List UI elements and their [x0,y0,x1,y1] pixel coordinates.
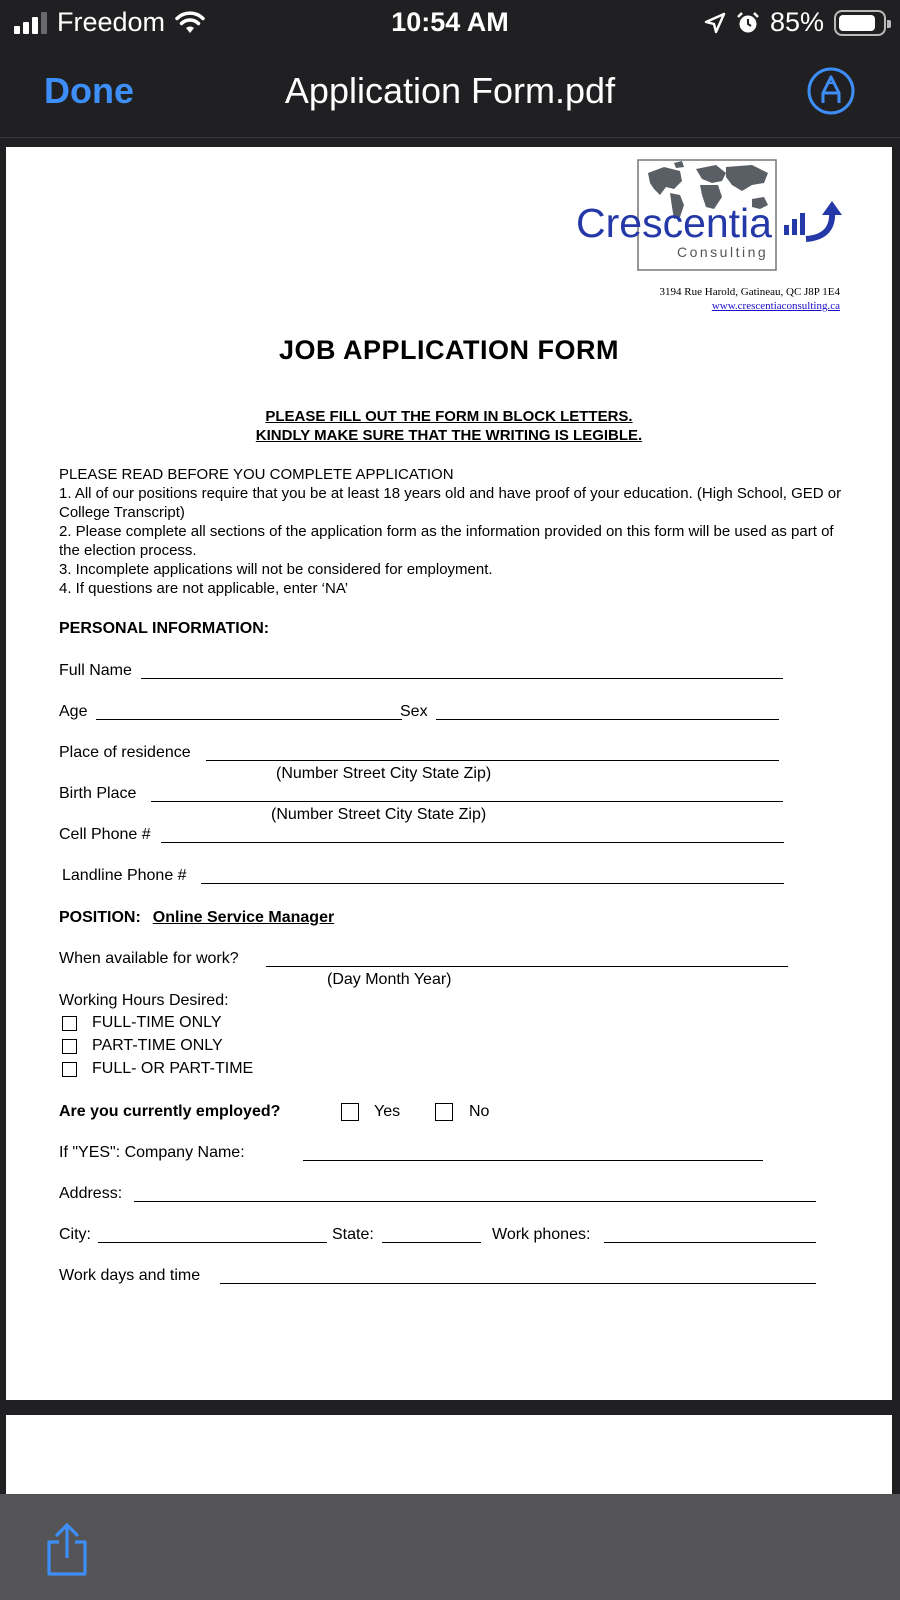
state-field[interactable] [382,1242,481,1243]
employed-yes-checkbox[interactable] [341,1103,359,1121]
availability-label: When available for work? [59,950,239,967]
share-icon[interactable] [44,1522,90,1578]
work-address-field[interactable] [134,1201,816,1202]
subtitle-line-1: PLEASE FILL OUT THE FORM IN BLOCK LETTERS. [265,408,633,425]
markup-pen-icon[interactable] [806,66,856,116]
employment-question: Are you currently employed? [59,1103,281,1120]
status-right [704,7,886,38]
residence-field[interactable] [206,760,779,761]
instruction-item: 2. Please complete all sections of the application form as the information provided on this form will be used as part of the election process. [59,523,834,559]
bottom-toolbar [0,1494,900,1600]
crescentia-logo [576,159,856,277]
cell-phone-label: Cell Phone # [59,826,151,843]
form-title: JOB APPLICATION FORM [279,335,619,365]
carrier-name: Freedom [57,7,166,37]
personal-info-heading: PERSONAL INFORMATION: [59,620,270,637]
document-title: Application Form.pdf [284,70,616,111]
navigation-bar [0,46,900,138]
instructions [59,465,849,598]
full-time-label: FULL-TIME ONLY [92,1014,222,1031]
part-time-checkbox[interactable] [62,1039,77,1054]
address-line: 3194 Rue Harold, Gatineau, QC J8P 1E4 [659,286,840,298]
sex-field[interactable] [436,719,779,720]
full-or-part-time-checkbox[interactable] [62,1062,77,1077]
employed-no-checkbox[interactable] [435,1103,453,1121]
position-label: POSITION: [59,909,141,926]
work-phones-field[interactable] [604,1242,816,1243]
working-hours-label: Working Hours Desired: [59,992,229,1009]
alarm-clock-icon [736,11,760,35]
position-value: Online Service Manager [152,909,335,926]
battery-icon [834,10,886,36]
full-time-checkbox[interactable] [62,1016,77,1031]
work-address-label: Address: [59,1185,123,1202]
pdf-page-2[interactable] [6,1415,892,1495]
pdf-page-1[interactable] [6,147,892,1400]
done-button[interactable]: Done [44,70,134,111]
logo-subtitle: Consulting [677,244,769,260]
birth-place-hint: (Number Street City State Zip) [271,806,487,823]
instruction-item: 1. All of our positions require that you be at least 18 years old and have proof of your education. (High School, GED or College Transcript) [59,485,842,521]
residence-label: Place of residence [59,744,191,761]
location-arrow-icon [704,12,726,34]
battery-fill [839,15,875,31]
work-phones-label: Work phones: [492,1226,591,1243]
full-name-field[interactable] [141,678,783,679]
company-name-label: If "YES": Company Name: [59,1144,245,1161]
age-label: Age [59,703,88,720]
status-time: 10:54 AM [391,7,509,37]
employed-yes-label: Yes [374,1103,401,1120]
website-link[interactable]: www.crescentiaconsulting.ca [711,300,840,312]
employed-no-label: No [469,1103,490,1120]
work-days-label: Work days and time [59,1267,201,1284]
form-subtitle [6,407,892,445]
battery-percent: 85% [769,7,824,37]
instructions-heading: PLEASE READ BEFORE YOU COMPLETE APPLICATION [59,466,454,483]
company-address [660,285,840,313]
logo-wordmark: Crescentia [576,200,772,246]
city-label: City: [59,1226,91,1243]
nav-divider [0,137,900,138]
cell-phone-field[interactable] [161,842,784,843]
company-name-field[interactable] [303,1160,763,1161]
sex-label: Sex [400,703,428,720]
subtitle-line-2: KINDLY MAKE SURE THAT THE WRITING IS LEGIBLE. [255,427,643,444]
city-field[interactable] [98,1242,327,1243]
full-name-label: Full Name [59,662,132,679]
residence-hint: (Number Street City State Zip) [276,765,492,782]
availability-field[interactable] [266,966,788,967]
landline-field[interactable] [201,883,784,884]
birth-place-field[interactable] [151,801,783,802]
instruction-item: 3. Incomplete applications will not be considered for employment. [59,561,493,578]
landline-label: Landline Phone # [62,867,187,884]
birth-place-label: Birth Place [59,785,137,802]
state-label: State: [332,1226,374,1243]
part-time-label: PART-TIME ONLY [92,1037,223,1054]
instruction-item: 4. If questions are not applicable, enter ‘NA’ [59,580,349,597]
work-days-field[interactable] [220,1283,816,1284]
full-or-part-time-label: FULL- OR PART-TIME [92,1060,254,1077]
availability-hint: (Day Month Year) [327,971,452,988]
status-bar [0,0,900,46]
position-row [59,909,334,927]
age-field[interactable] [96,719,402,720]
